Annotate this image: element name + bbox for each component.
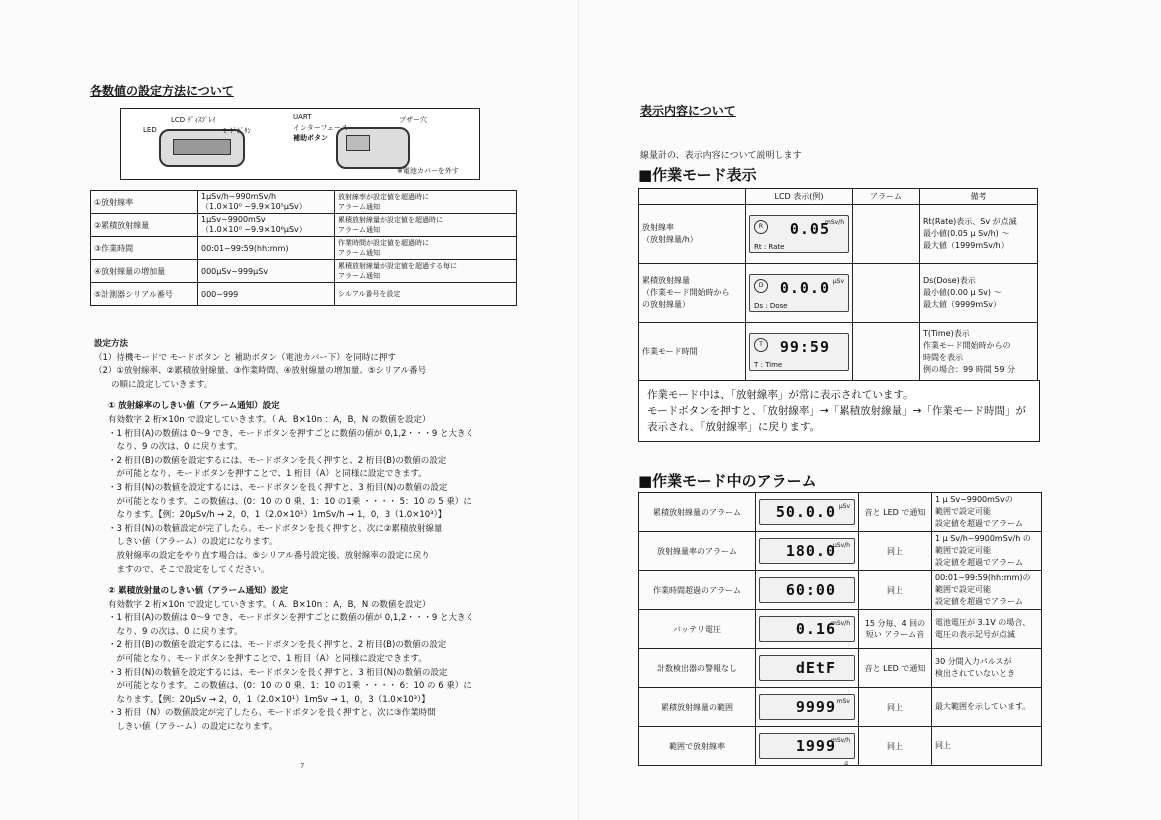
body-line: 有効数字 2 桁×10n で設定していきます。（ A．B×10n ：A，B，N の数値を設定） xyxy=(108,414,431,425)
setting-desc-line: アラーム通知 xyxy=(338,249,380,257)
lcd-digits: 0.05 xyxy=(789,220,830,238)
setting-desc-line: アラーム通知 xyxy=(338,272,380,280)
table-row xyxy=(639,205,1038,264)
setting-range-line: 000μSv~999μSv xyxy=(201,266,269,276)
body-line: ・3 桁目（N）の数値設定が完了したら、モードボタンを長く押すと、次に③作業時間 xyxy=(108,708,436,719)
alarm-notes xyxy=(932,649,1042,688)
display-label-line: 作業モード時間 xyxy=(642,347,698,356)
body-line: なります。【例：20μSv → 2，0，1（2.0×10¹）1mSv → 1，0，3（1.0×10³）】 xyxy=(108,694,430,705)
alarm-notes xyxy=(932,727,1042,766)
table-row xyxy=(639,264,1038,323)
display-alarm xyxy=(853,323,920,382)
alarm-label: 範囲で放射線率 xyxy=(639,727,756,766)
note-line: 表示され、「放射線率」に戻ります。 xyxy=(647,421,821,433)
display-table xyxy=(638,188,1038,382)
display-label xyxy=(639,264,746,323)
body-line: ・3 桁目(N)の数値設定が完了したら、モードボタンを長く押すと、次に②累積放射線量 xyxy=(108,523,443,534)
lcd-display xyxy=(759,499,855,525)
setting-desc-line: 作業時間が設定値を超過時に xyxy=(338,239,429,247)
alarm-note-line: 30 分間入力パルスが xyxy=(935,657,1012,666)
setting-item: ③作業時間 xyxy=(91,237,198,260)
body-line: ・2 桁目(B)の数値を設定するには、モードボタンを長く押すと、2 桁目(B)の数値の設定 xyxy=(108,455,447,466)
body-line: ・2 桁目(B)の数値を設定するには、モードボタンを長く押すと、2 桁目(B)の数値の設定 xyxy=(108,640,447,651)
body-line: なります。【例：20μSv/h → 2，0，1（2.0×10¹）1mSv/h → 1，0，3（1.0×10³）】 xyxy=(108,510,447,521)
setting-desc xyxy=(335,260,517,283)
table-row xyxy=(639,493,1042,532)
body-line: ますので、そこで設定をしてください。 xyxy=(108,564,270,575)
setting-desc xyxy=(335,283,517,306)
intro-text: 線量計の、表示内容について説明します xyxy=(640,151,802,161)
body-line: が可能となります。この数値は、(0：10 の 0 乗、1：10 の1乗 ・・・・ 6：10 の 6 乗）に xyxy=(108,681,472,692)
body-line: ① 放射線率のしきい値（アラーム通知）設定 xyxy=(108,401,280,412)
body-line: ② 累積放射量のしきい値（アラーム通知）設定 xyxy=(108,586,289,597)
label-mode-button: ﾓｰﾄﾞﾎﾞﾀﾝ xyxy=(223,127,251,135)
lcd-display xyxy=(759,616,855,642)
alarm-type: 15 分毎、4 回の短い アラーム音 xyxy=(859,610,932,649)
display-notes xyxy=(920,205,1038,264)
display-label-line: （放射線量/h） xyxy=(642,235,698,244)
lcd-digits: dEtF xyxy=(795,659,836,677)
display-header-cell: アラーム xyxy=(853,189,920,205)
label-led: LED xyxy=(143,126,157,134)
lcd-unit: mSv/h xyxy=(824,219,844,226)
body-line: ・3 桁目(N)の数値を設定するには、モードボタンを長く押すと、3 桁目(N)の数値の設定 xyxy=(108,667,448,678)
lcd-symbol: D xyxy=(754,279,768,293)
device-back-illustration xyxy=(336,127,410,169)
table-row xyxy=(639,649,1042,688)
alarm-notes xyxy=(932,571,1042,610)
body-line: が可能となり、モードボタンを押すことで、1 桁目（A）と同様に設定できます。 xyxy=(108,469,427,480)
alarm-type: 音と LED で通知 xyxy=(859,493,932,532)
alarm-note-line: 設定値を超過でアラーム xyxy=(935,597,1023,606)
setting-desc-line: アラーム通知 xyxy=(338,226,380,234)
alarm-note-line: 範囲で設定可能 xyxy=(935,546,991,555)
display-note-line: 例の場合：99 時間 59 分 xyxy=(923,365,1015,374)
table-row xyxy=(639,571,1042,610)
table-row xyxy=(639,688,1042,727)
page-number: 7 xyxy=(300,762,305,770)
lcd-digits: 180.0 xyxy=(785,542,836,560)
lcd-digits: 60:00 xyxy=(785,581,836,599)
lcd-unit: mSv/h xyxy=(830,620,850,627)
lcd-digits: 50.0.0 xyxy=(775,503,836,521)
display-note-line: Ds(Dose)表示 xyxy=(923,276,976,285)
table-row xyxy=(91,191,517,214)
lcd-symbol: T xyxy=(754,338,768,352)
body-line: の順に設定していきます。 xyxy=(94,379,213,390)
page-title: 表示内容について xyxy=(640,104,736,118)
alarm-table xyxy=(638,492,1042,766)
display-label-line: の放射線量） xyxy=(642,300,690,309)
body-line: 設定方法 xyxy=(94,339,129,349)
alarm-type: 同上 xyxy=(859,727,932,766)
lcd-cell xyxy=(756,688,859,727)
display-alarm xyxy=(853,205,920,264)
alarm-note-line: 設定値を超過でアラーム xyxy=(935,519,1023,528)
lcd-cell xyxy=(746,264,853,323)
display-note-line: 最大値（1999mSv/h） xyxy=(923,241,1009,250)
display-alarm xyxy=(853,264,920,323)
page-title: 各数値の設定方法について xyxy=(90,84,234,98)
alarm-label: バッテリ電圧 xyxy=(639,610,756,649)
body-line xyxy=(94,392,474,400)
lcd-cell xyxy=(756,571,859,610)
setting-range xyxy=(198,237,335,260)
lcd-digits: 0.16 xyxy=(795,620,836,638)
table-row xyxy=(91,260,517,283)
alarm-note-line: 範囲で設定可能 xyxy=(935,585,991,594)
alarm-note-line: 電池電圧が 3.1V の場合、 xyxy=(935,618,1031,627)
body-line: が可能となり、モードボタンを押すことで、1 桁目（A）と同様に設定できます。 xyxy=(108,654,427,665)
lcd-symbol: R xyxy=(754,220,768,234)
body-line: ・1 桁目(A)の数値は 0～9 でき、モードボタンを押すごとに数値の値が 0,1,2・・・9 と大きく xyxy=(108,428,475,439)
page-number: 4 xyxy=(844,760,849,768)
setting-range xyxy=(198,191,335,214)
section-work-mode-alarm: ■作業モード中のアラーム xyxy=(638,472,817,490)
alarm-label: 放射線量率のアラーム xyxy=(639,532,756,571)
lcd-display xyxy=(759,733,855,759)
lcd-cell xyxy=(746,205,853,264)
alarm-type: 同上 xyxy=(859,571,932,610)
setting-desc-line: 累積放射線量が設定値を超過時に xyxy=(338,216,443,224)
body-line: が可能となります。この数値は、(0：10 の 0 乗、1：10 の1乗 ・・・・ 5：10 の 5 乗）に xyxy=(108,496,472,507)
setting-item: ④放射線量の増加量 xyxy=(91,260,198,283)
display-label-line: 累積放射線量 xyxy=(642,276,690,285)
setting-item: ⑤計測器シリアル番号 xyxy=(91,283,198,306)
alarm-label: 累積放射線量の範囲 xyxy=(639,688,756,727)
alarm-label: 計数検出器の警報なし xyxy=(639,649,756,688)
body-line: 放射線率の設定をやり直す場合は、⑤シリアル番号設定後、放射線率の設定に戻り xyxy=(108,550,430,561)
lcd-unit: μSv xyxy=(838,503,850,510)
display-notes xyxy=(920,264,1038,323)
display-note-line: 時間を表示 xyxy=(923,353,963,362)
settings-instructions xyxy=(94,338,474,735)
label-uart: UART xyxy=(293,113,312,121)
lcd-digits: 99:59 xyxy=(779,338,830,356)
lcd-unit: mSv xyxy=(836,698,850,705)
setting-desc xyxy=(335,237,517,260)
setting-desc-line: 放射線率が設定値を超過時に xyxy=(338,193,429,201)
setting-range-line: 00:01~99:59(hh:mm) xyxy=(201,243,289,253)
body-line: なり、9 の次は、0 に戻ります。 xyxy=(108,442,243,453)
display-notes xyxy=(920,323,1038,382)
alarm-notes xyxy=(932,610,1042,649)
alarm-note-line: 1 μ Sv~9900mSvの xyxy=(935,495,1013,504)
alarm-note-line: 設定値を超過でアラーム xyxy=(935,558,1023,567)
lcd-digits: 0.0.0 xyxy=(779,279,830,297)
display-note-line: 最小値(0.05 μ Sv/h) ～ xyxy=(923,229,1010,238)
body-line: ・1 桁目(A)の数値は 0～9 でき、モードボタンを押すごとに数値の値が 0,1,2・・・9 と大きく xyxy=(108,613,475,624)
lcd-screen-shape xyxy=(173,139,231,155)
table-row xyxy=(639,610,1042,649)
setting-item: ②累積放射線量 xyxy=(91,214,198,237)
body-line: ・3 桁目(N)の数値を設定するには、モードボタンを長く押すと、3 桁目(N)の数値の設定 xyxy=(108,482,448,493)
note-line: 作業モード中は、「放射線率」が常に表示されています。 xyxy=(647,389,914,401)
alarm-note-line: 最大範囲を示しています。 xyxy=(935,702,1031,711)
settings-table xyxy=(90,190,517,306)
battery-cover-shape xyxy=(346,135,370,151)
section-work-mode-display: ■作業モード表示 xyxy=(638,166,757,184)
display-note-line: 最大値（9999mSv） xyxy=(923,300,1001,309)
left-page xyxy=(0,0,580,820)
setting-desc xyxy=(335,214,517,237)
lcd-unit: μSv/h xyxy=(832,542,850,549)
lcd-digits: 1999 xyxy=(795,737,836,755)
body-line xyxy=(94,577,474,585)
alarm-note-line: 電圧の表示記号が点滅 xyxy=(935,630,1015,639)
lcd-display xyxy=(749,215,849,253)
display-note-line: T(Time)表示 xyxy=(923,329,970,338)
alarm-type: 音と LED で通知 xyxy=(859,649,932,688)
setting-range-line: 000~999 xyxy=(201,289,239,299)
table-row xyxy=(639,323,1038,382)
right-page xyxy=(580,0,1161,820)
alarm-note-line: 同上 xyxy=(935,741,951,750)
display-label-line: 放射線率 xyxy=(642,223,674,232)
display-note xyxy=(638,380,1040,442)
body-line: なり、9 の次は、0 に戻ります。 xyxy=(108,626,243,637)
lcd-display xyxy=(759,694,855,720)
lcd-display xyxy=(759,655,855,681)
setting-item: ①放射線率 xyxy=(91,191,198,214)
setting-range-line: （1.0×10⁰ ~9.9×10⁵μSv） xyxy=(201,202,307,211)
display-header-cell: LCD 表示(例) xyxy=(746,189,853,205)
lcd-cell xyxy=(756,649,859,688)
alarm-note-line: 検出されていないとき xyxy=(935,669,1015,678)
display-note-line: 作業モード開始時からの xyxy=(923,341,1011,350)
lcd-display xyxy=(749,274,849,312)
alarm-note-line: 00:01~99:59(hh:mm)の xyxy=(935,573,1031,582)
setting-range-line: （1.0×10⁰ ~9.9×10⁶μSv） xyxy=(201,225,307,234)
setting-range xyxy=(198,283,335,306)
table-row xyxy=(91,283,517,306)
body-line: しきい値（アラーム）の設定になります。 xyxy=(108,537,278,548)
lcd-display xyxy=(759,577,855,603)
label-interface: インターフェース xyxy=(293,124,348,132)
alarm-label: 累積放射線量のアラーム xyxy=(639,493,756,532)
lcd-display xyxy=(759,538,855,564)
setting-range-line: 1μSv~9900mSv xyxy=(201,215,266,224)
lcd-cell xyxy=(756,610,859,649)
display-label xyxy=(639,205,746,264)
table-row xyxy=(91,237,517,260)
lcd-caption: T : Time xyxy=(754,361,783,369)
display-label-line: （作業モード開始時から xyxy=(642,288,730,297)
display-header-cell xyxy=(639,189,746,205)
setting-desc-line: 累積放射線量が設定値を超過する毎に xyxy=(338,262,457,270)
lcd-display xyxy=(749,333,849,371)
alarm-note-line: 1 μ Sv/h~9900mSv/h の xyxy=(935,534,1031,543)
label-aux-button: 補助ボタン xyxy=(293,134,328,142)
body-line: （2）①放射線率、②累積放射線量、③作業時間、④放射線量の増加量、⑤シリアル番号 xyxy=(94,366,427,377)
display-note-line: Rt(Rate)表示、Sv が点滅 xyxy=(923,217,1017,226)
lcd-unit: μSv xyxy=(832,278,844,285)
alarm-type: 同上 xyxy=(859,688,932,727)
alarm-notes xyxy=(932,532,1042,571)
setting-range-line: 1μSv/h~990mSv/h xyxy=(201,192,277,201)
setting-desc-line: アラーム通知 xyxy=(338,203,380,211)
label-battery-note: ※電池カバーを外す xyxy=(397,167,459,175)
note-line: モードボタンを押すと、「放射線率」→「累積放射線量」→「作業モード時間」が xyxy=(647,405,1027,417)
setting-desc xyxy=(335,191,517,214)
setting-desc-line: シルアル番号を設定 xyxy=(338,290,401,298)
alarm-note-line: 範囲で設定可能 xyxy=(935,507,991,516)
display-label xyxy=(639,323,746,382)
lcd-cell xyxy=(746,323,853,382)
body-line: 有効数字 2 桁×10n で設定していきます。（ A．B×10n ：A，B，N の数値を設定） xyxy=(108,599,431,610)
table-row xyxy=(91,214,517,237)
label-buzzer: ブザー穴 xyxy=(399,116,427,124)
lcd-cell xyxy=(756,532,859,571)
lcd-unit: mSv/h xyxy=(830,737,850,744)
lcd-caption: Ds : Dose xyxy=(754,302,788,310)
lcd-cell xyxy=(756,493,859,532)
alarm-label: 作業時間超過のアラーム xyxy=(639,571,756,610)
table-row xyxy=(639,532,1042,571)
body-line: しきい値（アラーム）の設定になります。 xyxy=(108,722,278,733)
body-line: （1）待機モードで モードボタン と 補助ボタン（電池カバー下）を同時に押す xyxy=(94,352,396,363)
alarm-notes xyxy=(932,493,1042,532)
setting-range xyxy=(198,214,335,237)
setting-range xyxy=(198,260,335,283)
lcd-caption: Rt : Rate xyxy=(754,243,785,251)
alarm-notes xyxy=(932,688,1042,727)
display-header-cell: 備考 xyxy=(920,189,1038,205)
label-lcd: LCD ﾃﾞｨｽﾌﾟﾚｲ xyxy=(171,116,216,124)
lcd-digits: 9999 xyxy=(795,698,836,716)
alarm-type: 同上 xyxy=(859,532,932,571)
device-diagram xyxy=(120,108,480,180)
table-row xyxy=(639,727,1042,766)
display-note-line: 最小値(0.00 μ Sv) ～ xyxy=(923,288,1002,297)
